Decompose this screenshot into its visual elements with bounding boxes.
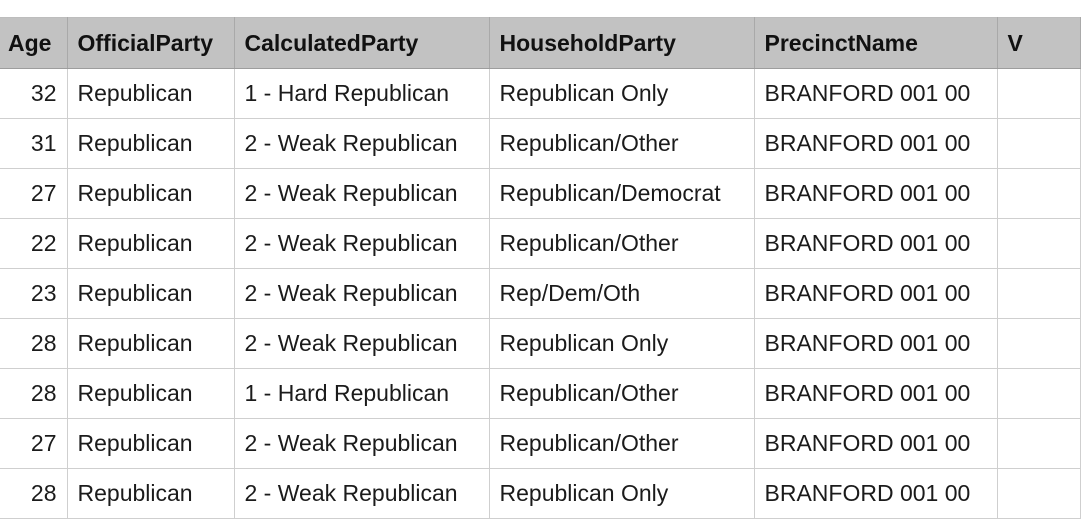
- cell-next[interactable]: [997, 319, 1080, 369]
- cell-precinct-name[interactable]: BRANFORD 001 00: [754, 419, 997, 469]
- cell-next[interactable]: [997, 69, 1080, 119]
- cell-calculated-party[interactable]: 1 - Hard Republican: [234, 69, 489, 119]
- cell-precinct-name[interactable]: BRANFORD 001 00: [754, 119, 997, 169]
- cell-next[interactable]: [997, 369, 1080, 419]
- cell-calculated-party[interactable]: 2 - Weak Republican: [234, 269, 489, 319]
- cell-official-party[interactable]: Republican: [67, 469, 234, 519]
- table-row[interactable]: [0, 69, 1080, 119]
- cell-age[interactable]: 31: [0, 119, 67, 169]
- cell-age[interactable]: 27: [0, 419, 67, 469]
- cell-age[interactable]: 32: [0, 69, 67, 119]
- cell-household-party[interactable]: Republican/Other: [489, 419, 754, 469]
- column-header-age[interactable]: Age: [0, 18, 67, 69]
- column-header-household-party[interactable]: HouseholdParty: [489, 18, 754, 69]
- cell-official-party[interactable]: Republican: [67, 169, 234, 219]
- cell-next[interactable]: [997, 419, 1080, 469]
- cell-official-party[interactable]: Republican: [67, 119, 234, 169]
- header-row: [0, 18, 1080, 69]
- cell-official-party[interactable]: Republican: [67, 219, 234, 269]
- cell-age[interactable]: 22: [0, 219, 67, 269]
- cell-household-party[interactable]: Rep/Dem/Oth: [489, 269, 754, 319]
- cell-household-party[interactable]: Republican/Democrat: [489, 169, 754, 219]
- table-row[interactable]: [0, 219, 1080, 269]
- cell-household-party[interactable]: Republican/Other: [489, 369, 754, 419]
- table-row[interactable]: [0, 369, 1080, 419]
- cell-household-party[interactable]: Republican Only: [489, 319, 754, 369]
- cell-official-party[interactable]: Republican: [67, 419, 234, 469]
- column-header-calculated-party[interactable]: CalculatedParty: [234, 18, 489, 69]
- cell-precinct-name[interactable]: BRANFORD 001 00: [754, 219, 997, 269]
- column-header-next[interactable]: V: [997, 18, 1080, 69]
- column-header-official-party[interactable]: OfficialParty: [67, 18, 234, 69]
- cell-calculated-party[interactable]: 2 - Weak Republican: [234, 119, 489, 169]
- cell-calculated-party[interactable]: 2 - Weak Republican: [234, 219, 489, 269]
- table-row[interactable]: [0, 119, 1080, 169]
- table-row[interactable]: [0, 469, 1080, 519]
- table-body: [0, 69, 1080, 519]
- cell-precinct-name[interactable]: BRANFORD 001 00: [754, 269, 997, 319]
- cell-precinct-name[interactable]: BRANFORD 001 00: [754, 319, 997, 369]
- cell-precinct-name[interactable]: BRANFORD 001 00: [754, 369, 997, 419]
- cell-household-party[interactable]: Republican Only: [489, 69, 754, 119]
- cell-official-party[interactable]: Republican: [67, 69, 234, 119]
- cell-age[interactable]: 28: [0, 319, 67, 369]
- cell-next[interactable]: [997, 119, 1080, 169]
- column-header-precinct-name[interactable]: PrecinctName: [754, 18, 997, 69]
- cell-precinct-name[interactable]: BRANFORD 001 00: [754, 69, 997, 119]
- table-row[interactable]: [0, 169, 1080, 219]
- cell-age[interactable]: 27: [0, 169, 67, 219]
- table-row[interactable]: [0, 419, 1080, 469]
- spreadsheet-grid: [0, 17, 1023, 506]
- cell-calculated-party[interactable]: 2 - Weak Republican: [234, 469, 489, 519]
- cell-calculated-party[interactable]: 2 - Weak Republican: [234, 169, 489, 219]
- cell-household-party[interactable]: Republican/Other: [489, 219, 754, 269]
- cell-next[interactable]: [997, 269, 1080, 319]
- cell-household-party[interactable]: Republican Only: [489, 469, 754, 519]
- voter-table: [0, 17, 1081, 519]
- cell-official-party[interactable]: Republican: [67, 269, 234, 319]
- cell-calculated-party[interactable]: 2 - Weak Republican: [234, 319, 489, 369]
- cell-next[interactable]: [997, 219, 1080, 269]
- cell-next[interactable]: [997, 469, 1080, 519]
- table-row[interactable]: [0, 269, 1080, 319]
- cell-calculated-party[interactable]: 1 - Hard Republican: [234, 369, 489, 419]
- cell-official-party[interactable]: Republican: [67, 369, 234, 419]
- cell-next[interactable]: [997, 169, 1080, 219]
- table-row[interactable]: [0, 319, 1080, 369]
- cell-official-party[interactable]: Republican: [67, 319, 234, 369]
- cell-age[interactable]: 23: [0, 269, 67, 319]
- cell-age[interactable]: 28: [0, 469, 67, 519]
- cell-precinct-name[interactable]: BRANFORD 001 00: [754, 169, 997, 219]
- cell-age[interactable]: 28: [0, 369, 67, 419]
- cell-household-party[interactable]: Republican/Other: [489, 119, 754, 169]
- cell-calculated-party[interactable]: 2 - Weak Republican: [234, 419, 489, 469]
- cell-precinct-name[interactable]: BRANFORD 001 00: [754, 469, 997, 519]
